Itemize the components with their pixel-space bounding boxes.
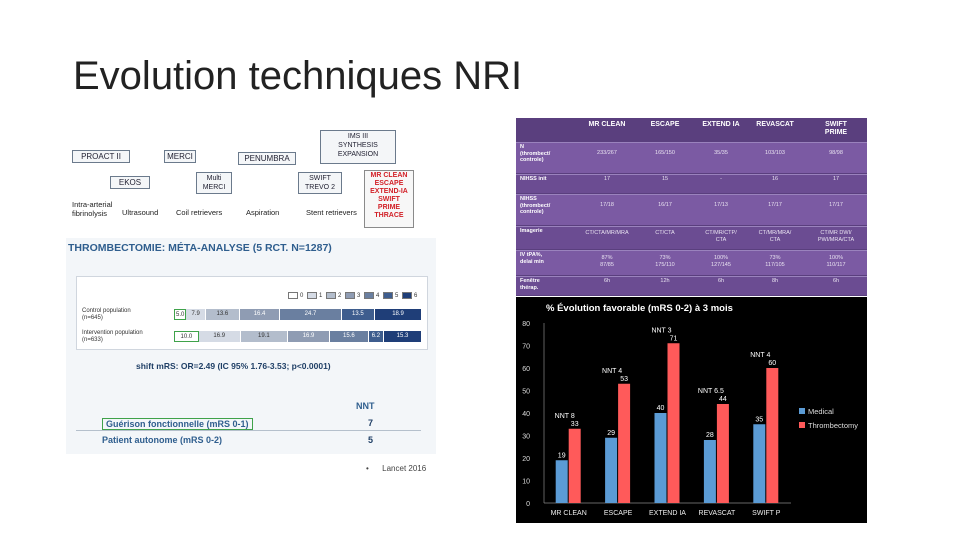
trial-cell: 17/17 [768, 202, 782, 208]
bar-medical [753, 424, 765, 503]
legend-swatch [402, 292, 412, 299]
mrs-segment: 16.9 [199, 331, 241, 342]
y-tick-label: 0 [526, 501, 530, 508]
y-tick-label: 80 [522, 321, 530, 328]
nnt-label-autonome: Patient autonome (mRS 0-2) [102, 435, 223, 445]
nnt-label-guerison: Guérison fonctionnelle (mRS 0-1) [102, 418, 253, 430]
y-tick-label: 30 [522, 433, 530, 441]
legend-swatch [326, 292, 336, 299]
timeline-box-merci: MERCI [164, 150, 196, 163]
trial-cell: 6h [603, 278, 611, 284]
trial-cell: 6h [832, 278, 840, 284]
trial-cell: 12h [660, 278, 670, 284]
trials-table [516, 118, 867, 296]
bar-medical [655, 413, 667, 503]
y-tick-label: 40 [522, 411, 530, 418]
mrs-segment: 19.1 [241, 331, 288, 342]
x-tick-label: SWIFT P [752, 510, 781, 517]
legend-item-mrs-1 [307, 292, 322, 299]
trial-header: SWIFT PRIME [824, 121, 848, 136]
timeline-box-rct-list: MR CLEAN ESCAPE EXTEND-IA SWIFT PRIME THRACE [364, 170, 414, 228]
nnt-divider [76, 430, 421, 431]
legend-label: 0 [300, 293, 304, 300]
bar-value-label: 29 [607, 429, 615, 437]
bar-value-label: 44 [719, 396, 727, 403]
techniques-timeline [66, 130, 416, 236]
trial-cell: CT/MR/MRA/ CTA [758, 230, 792, 243]
bar-thrombectomy [668, 343, 680, 503]
slide-title: Evolution techniques NRI [73, 54, 523, 98]
mrs-segment: 6.2 [369, 331, 384, 342]
bar-value-label: 53 [620, 375, 628, 383]
row-label-control: Control population (n=645) [82, 308, 131, 321]
legend-swatch-medical [799, 408, 805, 414]
trial-cell: CT/MR DWI/ PWI/MRA/CTA [817, 230, 855, 243]
trial-cell: 16/17 [658, 202, 672, 208]
trial-cell: 15 [661, 176, 669, 182]
legend-item-mrs-6 [402, 292, 417, 299]
nnt-annotation: NNT 4 [602, 367, 623, 375]
trial-row-label: N (thrombect/ controle) [520, 144, 551, 163]
mrs-segment: 7.9 [186, 309, 206, 320]
trial-cell: 103/103 [765, 150, 785, 156]
trial-cell: 98/98 [829, 150, 843, 156]
timeline-label-stent: Stent retrievers [306, 208, 357, 217]
trial-cell: 17 [832, 176, 840, 182]
legend-swatch [364, 292, 374, 299]
evolution-bar-chart [516, 297, 867, 523]
trial-cell: 17/13 [714, 202, 728, 208]
bar-medical [704, 440, 716, 503]
trial-cell: 87% 87/85 [600, 255, 614, 268]
bullet: • [366, 464, 369, 473]
trial-row-label: Fenêtre thérap. [520, 278, 540, 291]
mrs-segment: 24.7 [280, 309, 341, 320]
trial-cell: - [720, 176, 722, 182]
legend-swatch [307, 292, 317, 299]
timeline-label-coil: Coil retrievers [176, 208, 223, 217]
legend-item-mrs-5 [383, 292, 398, 299]
row-label-intervention: Intervention population (n=633) [82, 330, 143, 343]
reference-line [366, 464, 426, 473]
legend-item-mrs-3 [345, 292, 360, 299]
bar-value-label: 28 [706, 432, 714, 439]
mrs-segment: 18.9 [375, 309, 422, 320]
trial-cell: CT/MR/CTP/ CTA [705, 230, 737, 243]
trial-cell: 35/35 [714, 150, 728, 156]
bar-thrombectomy [717, 404, 729, 503]
trial-row-label: IV tPA%, delai min [520, 252, 544, 265]
trial-header: REVASCAT [756, 121, 794, 128]
shift-mrs-text: shift mRS: OR=2.49 (IC 95% 1.76-3.53; p<0.0001) [136, 361, 331, 371]
trial-cell: 73% 117/105 [765, 255, 785, 268]
trial-header: EXTEND IA [702, 121, 740, 128]
bar-value-label: 71 [669, 335, 678, 343]
timeline-label-aspiration: Aspiration [246, 208, 280, 217]
bar-value-label: 35 [755, 416, 764, 424]
bar-value-label: 19 [557, 452, 566, 460]
bar-medical [556, 460, 568, 503]
nnt-value-autonome: 5 [368, 435, 374, 445]
x-tick-label: MR CLEAN [550, 510, 587, 517]
nnt-value-guerison: 7 [368, 418, 374, 428]
trial-row-label: NIHSS init [520, 176, 547, 182]
meta-analysis-panel [66, 238, 436, 454]
trial-row [516, 142, 867, 173]
legend-swatch [383, 292, 393, 299]
timeline-box-proact: PROACT II [72, 150, 130, 163]
meta-analysis-title: THROMBECTOMIE: MÉTA-ANALYSE (5 RCT. N=1287) [68, 242, 332, 254]
reference-text: Lancet 2016 [382, 464, 427, 473]
legend-label: 4 [376, 293, 380, 300]
legend-swatch-thrombectomy [799, 422, 805, 428]
timeline-box-ekos: EKOS [110, 176, 150, 189]
mrs-segment: 10.0 [174, 331, 199, 342]
trial-row-label: Imagerie [520, 228, 543, 234]
nnt-annotation: NNT 4 [750, 352, 771, 359]
bar-thrombectomy [569, 429, 581, 503]
x-tick-label: EXTEND IA [649, 510, 686, 517]
y-tick-label: 10 [522, 478, 530, 486]
legend-item-mrs-0 [288, 292, 303, 299]
y-tick-label: 70 [522, 343, 530, 351]
mrs-segment: 16.9 [288, 331, 330, 342]
y-tick-label: 50 [522, 388, 530, 396]
x-tick-label: ESCAPE [603, 510, 633, 517]
trial-cell: 100% 127/145 [711, 255, 731, 268]
bar-value-label: 33 [570, 420, 579, 428]
trial-cell: 73% 175/110 [655, 255, 675, 268]
trial-row [516, 194, 867, 225]
timeline-box-swift-trevo: SWIFT TREVO 2 [298, 172, 342, 194]
trial-cell: 8h [771, 278, 779, 284]
chart-title: % Évolution favorable (mRS 0-2) à 3 mois [546, 303, 733, 314]
legend-label: 3 [357, 293, 361, 300]
mrs-segment: 15.3 [384, 331, 422, 342]
trial-cell: CT/CTA [655, 230, 675, 236]
timeline-box-penumbra: PENUMBRA [238, 152, 296, 165]
legend-label: 5 [395, 293, 399, 300]
legend-item-mrs-2 [326, 292, 341, 299]
mrs-segment: 15.6 [330, 331, 369, 342]
trial-cell: 233/267 [597, 150, 617, 156]
bar-thrombectomy [766, 368, 778, 503]
bar-value-label: 60 [768, 360, 777, 367]
trial-cell: 6h [717, 278, 725, 284]
legend-label: 1 [319, 293, 323, 300]
x-tick-label: REVASCAT [698, 510, 736, 517]
y-tick-label: 60 [522, 366, 530, 373]
y-tick-label: 20 [522, 456, 530, 463]
trial-header: ESCAPE [650, 121, 680, 128]
nnt-annotation: NNT 8 [554, 412, 575, 420]
trial-cell: 17/18 [600, 202, 614, 208]
mrs-segment: 16.4 [240, 309, 281, 320]
trial-cell: 16 [771, 176, 779, 182]
trial-cell: 17/17 [829, 202, 843, 208]
legend-label-medical: Medical [808, 407, 834, 416]
timeline-box-multi-merci: Multi MERCI [196, 172, 232, 194]
bar-value-label: 40 [656, 405, 665, 412]
bar-thrombectomy [618, 384, 630, 503]
legend-label: 6 [414, 293, 418, 300]
trial-row-label: NIHSS (thrombect/ controle) [520, 196, 551, 215]
trial-header: MR CLEAN [588, 121, 626, 128]
bar-medical [605, 438, 617, 503]
timeline-label-fibrinolysis: Intra-arterial fibrinolysis [72, 200, 113, 218]
legend-item-mrs-4 [364, 292, 379, 299]
mrs-segment: 5.0 [174, 309, 186, 320]
legend-label: 2 [338, 293, 342, 300]
legend-swatch [288, 292, 298, 299]
timeline-label-ultrasound: Ultrasound [122, 208, 159, 217]
evolution-chart-svg [516, 297, 867, 523]
mrs-segment: 13.6 [206, 309, 240, 320]
mrs-segment: 13.5 [342, 309, 375, 320]
timeline-box-ims: IMS III SYNTHESIS EXPANSION [320, 130, 396, 164]
nnt-header: NNT [356, 401, 375, 411]
nnt-annotation: NNT 3 [651, 327, 672, 335]
trial-cell: CT/CTA/MR/MRA [585, 230, 629, 236]
legend-label-thrombectomy: Thrombectomy [808, 421, 859, 430]
trial-cell: 100% 110/117 [826, 255, 846, 268]
legend-swatch [345, 292, 355, 299]
trial-cell: 165/150 [655, 150, 675, 156]
trial-cell: 17 [603, 176, 611, 182]
nnt-annotation: NNT 6.5 [697, 388, 724, 395]
